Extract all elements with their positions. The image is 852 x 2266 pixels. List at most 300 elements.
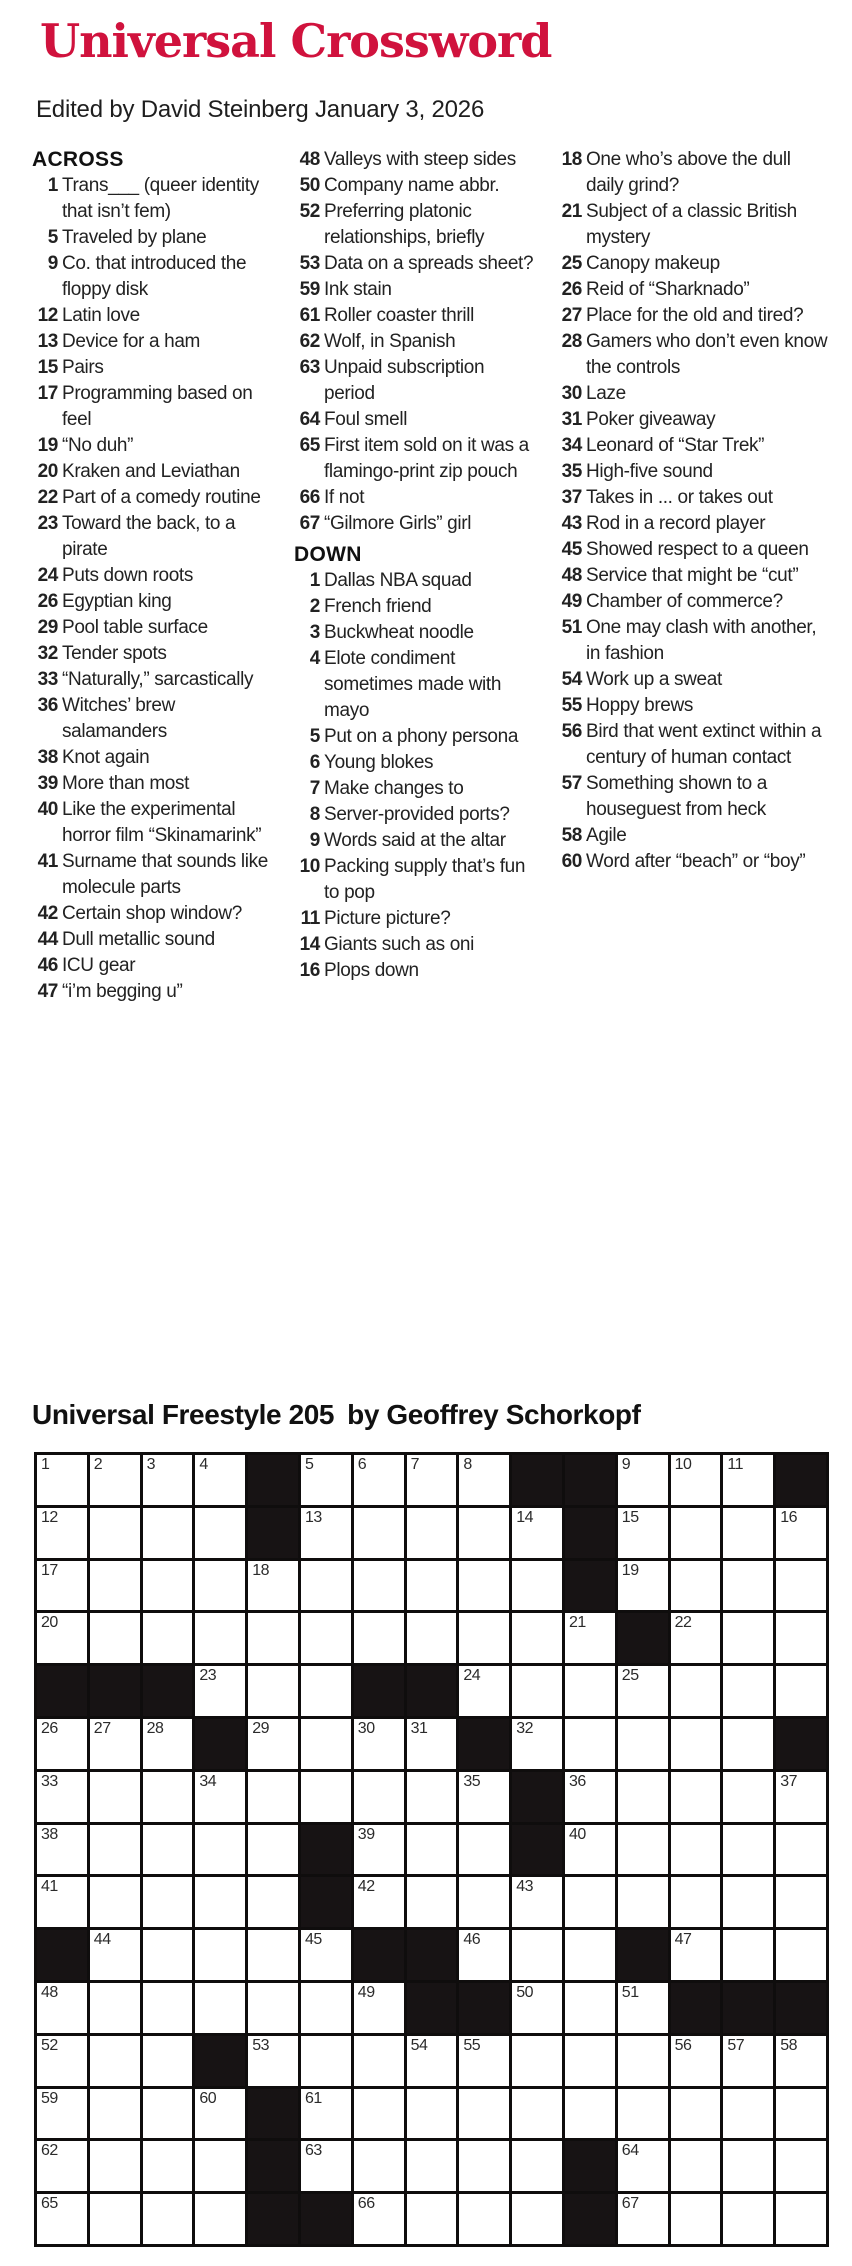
grid-cell-7-3[interactable] (195, 1825, 245, 1875)
across-header: ACROSS (32, 148, 124, 171)
clue-text: Valleys with steep sides (324, 149, 516, 170)
grid-cell-0-2[interactable] (143, 1455, 193, 1505)
clue-number: 35 (561, 461, 582, 482)
clue-text: Hoppy brews (586, 695, 694, 716)
grid-cell-11-11[interactable] (618, 2036, 668, 2086)
clue-across-59 (294, 277, 534, 303)
grid-cell-6-1[interactable] (90, 1772, 140, 1822)
grid-cell-9-13[interactable] (723, 1930, 773, 1980)
clue-down-9 (294, 828, 534, 854)
grid-cell-8-0[interactable] (37, 1877, 87, 1927)
grid-cell-6-13[interactable] (723, 1772, 773, 1822)
grid-cell-10-0[interactable] (37, 1983, 87, 2033)
grid-cell-13-3[interactable] (195, 2141, 245, 2191)
grid-cell-0-7[interactable] (407, 1455, 457, 1505)
grid-cell-13-6[interactable] (354, 2141, 404, 2191)
grid-cell-11-8[interactable] (459, 2036, 509, 2086)
grid-cell-8-9[interactable] (512, 1877, 562, 1927)
grid-cell-4-5[interactable] (301, 1666, 351, 1716)
grid-cell-12-12[interactable] (671, 2089, 721, 2139)
clue-down-49 (556, 589, 832, 615)
grid-cell-3-14[interactable] (776, 1613, 826, 1663)
clue-text: Dull metallic sound (62, 929, 215, 950)
clue-number: 55 (561, 695, 582, 716)
grid-cell-3-3[interactable] (195, 1613, 245, 1663)
grid-cell-5-12[interactable] (671, 1719, 721, 1769)
grid-cell-14-1[interactable] (90, 2194, 140, 2244)
grid-cell-3-5[interactable] (301, 1613, 351, 1663)
clue-across-26 (32, 589, 272, 615)
clue-text: Subject of a classic British mystery (586, 201, 797, 248)
clue-number: 8 (309, 804, 320, 825)
grid-cell-13-8[interactable] (459, 2141, 509, 2191)
clue-text: One who’s above the dull daily grind? (586, 149, 791, 196)
grid-cell-1-14[interactable] (776, 1508, 826, 1558)
clue-across-66 (294, 485, 534, 511)
grid-cell-number: 54 (410, 2036, 428, 2054)
grid-cell-8-13[interactable] (723, 1877, 773, 1927)
grid-cell-5-13[interactable] (723, 1719, 773, 1769)
clue-text: Place for the old and tired? (586, 305, 804, 326)
grid-cell-4-12[interactable] (671, 1666, 721, 1716)
grid-cell-1-6[interactable] (354, 1508, 404, 1558)
grid-cell-1-3[interactable] (195, 1508, 245, 1558)
clue-down-1 (294, 568, 534, 594)
grid-cell-5-9[interactable] (512, 1719, 562, 1769)
grid-cell-7-10[interactable] (565, 1825, 615, 1875)
grid-cell-1-8[interactable] (459, 1508, 509, 1558)
clue-number: 67 (299, 513, 320, 534)
grid-cell-4-11[interactable] (618, 1666, 668, 1716)
grid-cell-10-1[interactable] (90, 1983, 140, 2033)
grid-cell-number: 65 (41, 2195, 58, 2213)
grid-cell-3-4[interactable] (248, 1613, 298, 1663)
clue-number: 9 (309, 830, 320, 851)
grid-cell-number: 14 (516, 1508, 533, 1526)
clues-column-1 (32, 147, 272, 1399)
grid-cell-0-5[interactable] (301, 1455, 351, 1505)
grid-cell-14-6[interactable] (354, 2194, 404, 2244)
grid-cell-8-7[interactable] (407, 1877, 457, 1927)
grid-cell-3-9[interactable] (512, 1613, 562, 1663)
grid-cell-9-3[interactable] (195, 1930, 245, 1980)
grid-cell-0-0[interactable] (37, 1455, 87, 1505)
clue-text: Surname that sounds like molecule parts (62, 851, 268, 898)
grid-cell-5-5[interactable] (301, 1719, 351, 1769)
grid-cell-11-10[interactable] (565, 2036, 615, 2086)
clue-down-6 (294, 750, 534, 776)
clue-across-40 (32, 797, 272, 849)
clue-number: 19 (37, 435, 58, 456)
grid-cell-7-7[interactable] (407, 1825, 457, 1875)
clue-text: Part of a comedy routine (62, 487, 261, 508)
grid-cell-14-14[interactable] (776, 2194, 826, 2244)
grid-cell-11-12[interactable] (671, 2036, 721, 2086)
grid-cell-7-1[interactable] (90, 1825, 140, 1875)
grid-black-cell-0-14 (776, 1455, 826, 1505)
grid-cell-number: 20 (41, 1614, 58, 1632)
grid-cell-4-9[interactable] (512, 1666, 562, 1716)
grid-cell-11-0[interactable] (37, 2036, 87, 2086)
grid-cell-2-6[interactable] (354, 1561, 404, 1611)
grid-cell-9-5[interactable] (301, 1930, 351, 1980)
grid-cell-number: 44 (93, 1931, 111, 1949)
grid-cell-1-1[interactable] (90, 1508, 140, 1558)
grid-cell-10-9[interactable] (512, 1983, 562, 2033)
grid-cell-8-3[interactable] (195, 1877, 245, 1927)
clue-text: Words said at the altar (324, 830, 506, 851)
grid-cell-10-10[interactable] (565, 1983, 615, 2033)
clue-number: 42 (37, 903, 58, 924)
grid-cell-6-4[interactable] (248, 1772, 298, 1822)
clue-number: 57 (561, 773, 582, 794)
grid-cell-11-7[interactable] (407, 2036, 457, 2086)
grid-cell-number: 41 (41, 1878, 58, 1896)
grid-cell-1-5[interactable] (301, 1508, 351, 1558)
grid-cell-4-4[interactable] (248, 1666, 298, 1716)
grid-cell-2-9[interactable] (512, 1561, 562, 1611)
grid-cell-number: 42 (357, 1878, 375, 1896)
clue-text: Egyptian king (62, 591, 172, 612)
grid-cell-10-3[interactable] (195, 1983, 245, 2033)
grid-cell-5-7[interactable] (407, 1719, 457, 1769)
grid-cell-5-11[interactable] (618, 1719, 668, 1769)
grid-cell-number: 64 (621, 2142, 639, 2160)
grid-cell-number: 16 (780, 1508, 797, 1526)
grid-cell-2-14[interactable] (776, 1561, 826, 1611)
clue-across-1 (32, 173, 272, 225)
clue-text: Device for a ham (62, 331, 201, 352)
grid-cell-9-4[interactable] (248, 1930, 298, 1980)
grid-cell-1-11[interactable] (618, 1508, 668, 1558)
grid-cell-number: 57 (727, 2036, 745, 2054)
grid-cell-number: 2 (93, 1456, 103, 1473)
clue-number: 62 (299, 331, 320, 352)
grid-cell-14-0[interactable] (37, 2194, 87, 2244)
grid-cell-3-1[interactable] (90, 1613, 140, 1663)
grid-cell-11-2[interactable] (143, 2036, 193, 2086)
grid-cell-11-9[interactable] (512, 2036, 562, 2086)
grid-cell-12-6[interactable] (354, 2089, 404, 2139)
clue-text: French friend (324, 596, 432, 617)
clue-number: 23 (37, 513, 58, 534)
grid-cell-14-13[interactable] (723, 2194, 773, 2244)
grid-cell-14-12[interactable] (671, 2194, 721, 2244)
grid-cell-4-8[interactable] (459, 1666, 509, 1716)
grid-cell-10-6[interactable] (354, 1983, 404, 2033)
grid-cell-8-6[interactable] (354, 1877, 404, 1927)
grid-cell-7-11[interactable] (618, 1825, 668, 1875)
grid-cell-0-6[interactable] (354, 1455, 404, 1505)
clue-text: Unpaid subscription period (324, 357, 485, 404)
grid-black-cell-10-8 (459, 1983, 509, 2033)
grid-cell-7-13[interactable] (723, 1825, 773, 1875)
grid-cell-13-12[interactable] (671, 2141, 721, 2191)
grid-cell-4-14[interactable] (776, 1666, 826, 1716)
grid-cell-12-13[interactable] (723, 2089, 773, 2139)
clue-number: 41 (37, 851, 58, 872)
clue-across-33 (32, 667, 272, 693)
grid-cell-7-2[interactable] (143, 1825, 193, 1875)
grid-cell-0-1[interactable] (90, 1455, 140, 1505)
grid-cell-4-13[interactable] (723, 1666, 773, 1716)
grid-cell-0-13[interactable] (723, 1455, 773, 1505)
grid-cell-3-13[interactable] (723, 1613, 773, 1663)
grid-cell-2-3[interactable] (195, 1561, 245, 1611)
grid-cell-2-12[interactable] (671, 1561, 721, 1611)
grid-cell-7-0[interactable] (37, 1825, 87, 1875)
grid-cell-2-11[interactable] (618, 1561, 668, 1611)
grid-cell-8-12[interactable] (671, 1877, 721, 1927)
grid-cell-13-14[interactable] (776, 2141, 826, 2191)
clue-number: 43 (561, 513, 582, 534)
clue-text: “No duh” (62, 435, 134, 456)
grid-cell-14-3[interactable] (195, 2194, 245, 2244)
grid-cell-7-14[interactable] (776, 1825, 826, 1875)
grid-cell-8-1[interactable] (90, 1877, 140, 1927)
clue-text: Poker giveaway (586, 409, 716, 430)
grid-cell-1-13[interactable] (723, 1508, 773, 1558)
grid-black-cell-10-12 (671, 1983, 721, 2033)
grid-cell-13-9[interactable] (512, 2141, 562, 2191)
grid-cell-12-1[interactable] (90, 2089, 140, 2139)
grid-cell-10-5[interactable] (301, 1983, 351, 2033)
clue-number: 29 (37, 617, 58, 638)
grid-cell-6-7[interactable] (407, 1772, 457, 1822)
clue-number: 9 (47, 253, 58, 274)
crossword-grid[interactable] (34, 1452, 829, 2247)
grid-cell-12-11[interactable] (618, 2089, 668, 2139)
grid-cell-0-11[interactable] (618, 1455, 668, 1505)
grid-cell-10-11[interactable] (618, 1983, 668, 2033)
grid-cell-13-7[interactable] (407, 2141, 457, 2191)
clue-text: Witches’ brew salamanders (62, 695, 175, 742)
grid-cell-13-2[interactable] (143, 2141, 193, 2191)
clue-number: 48 (299, 149, 320, 170)
grid-cell-2-7[interactable] (407, 1561, 457, 1611)
clue-down-7 (294, 776, 534, 802)
clue-across-44 (32, 927, 272, 953)
grid-cell-12-14[interactable] (776, 2089, 826, 2139)
clue-number: 63 (299, 357, 320, 378)
grid-cell-1-0[interactable] (37, 1508, 87, 1558)
grid-cell-number: 26 (41, 1719, 58, 1737)
grid-cell-4-3[interactable] (195, 1666, 245, 1716)
grid-cell-0-8[interactable] (459, 1455, 509, 1505)
grid-cell-8-11[interactable] (618, 1877, 668, 1927)
clues-column-2 (294, 147, 534, 1399)
clue-text: First item sold on it was a flamingo-print zip pouch (324, 435, 529, 482)
grid-cell-number: 5 (304, 1456, 314, 1473)
grid-cell-9-1[interactable] (90, 1930, 140, 1980)
grid-cell-2-0[interactable] (37, 1561, 87, 1611)
clue-text: Takes in ... or takes out (586, 487, 773, 508)
grid-cell-13-11[interactable] (618, 2141, 668, 2191)
grid-cell-12-0[interactable] (37, 2089, 87, 2139)
grid-cell-11-6[interactable] (354, 2036, 404, 2086)
grid-cell-9-8[interactable] (459, 1930, 509, 1980)
clue-number: 66 (299, 487, 320, 508)
grid-cell-6-0[interactable] (37, 1772, 87, 1822)
clue-text: Traveled by plane (62, 227, 207, 248)
clue-number: 26 (561, 279, 582, 300)
grid-cell-6-3[interactable] (195, 1772, 245, 1822)
grid-cell-0-12[interactable] (671, 1455, 721, 1505)
clue-across-22 (32, 485, 272, 511)
grid-cell-3-8[interactable] (459, 1613, 509, 1663)
grid-cell-1-7[interactable] (407, 1508, 457, 1558)
grid-cell-10-4[interactable] (248, 1983, 298, 2033)
grid-black-cell-10-7 (407, 1983, 457, 2033)
clue-across-62 (294, 329, 534, 355)
grid-cell-number: 11 (727, 1456, 743, 1473)
grid-cell-5-0[interactable] (37, 1719, 87, 1769)
clue-text: Kraken and Leviathan (62, 461, 240, 482)
grid-cell-12-8[interactable] (459, 2089, 509, 2139)
grid-cell-8-2[interactable] (143, 1877, 193, 1927)
grid-cell-13-1[interactable] (90, 2141, 140, 2191)
clue-number: 49 (561, 591, 582, 612)
clue-across-63 (294, 355, 534, 407)
clue-text: Knot again (62, 747, 150, 768)
clue-across-19 (32, 433, 272, 459)
grid-cell-6-14[interactable] (776, 1772, 826, 1822)
grid-cell-9-9[interactable] (512, 1930, 562, 1980)
clue-text: Roller coaster thrill (324, 305, 474, 326)
grid-cell-12-3[interactable] (195, 2089, 245, 2139)
grid-cell-4-10[interactable] (565, 1666, 615, 1716)
clue-text: Young blokes (324, 752, 434, 773)
grid-cell-9-12[interactable] (671, 1930, 721, 1980)
grid-cell-10-2[interactable] (143, 1983, 193, 2033)
clue-number: 17 (37, 383, 58, 404)
page-title: Universal Crossword (40, 14, 552, 68)
grid-cell-12-5[interactable] (301, 2089, 351, 2139)
grid-cell-7-8[interactable] (459, 1825, 509, 1875)
clue-across-67 (294, 511, 534, 537)
clue-down-18 (556, 147, 832, 199)
grid-cell-11-13[interactable] (723, 2036, 773, 2086)
grid-cell-6-8[interactable] (459, 1772, 509, 1822)
grid-cell-6-6[interactable] (354, 1772, 404, 1822)
grid-cell-14-8[interactable] (459, 2194, 509, 2244)
grid-black-cell-8-5 (301, 1877, 351, 1927)
clue-text: Put on a phony persona (324, 726, 519, 747)
grid-cell-2-5[interactable] (301, 1561, 351, 1611)
grid-cell-13-13[interactable] (723, 2141, 773, 2191)
grid-cell-14-7[interactable] (407, 2194, 457, 2244)
grid-cell-5-10[interactable] (565, 1719, 615, 1769)
grid-black-cell-13-4 (248, 2141, 298, 2191)
grid-cell-2-1[interactable] (90, 1561, 140, 1611)
grid-cell-11-4[interactable] (248, 2036, 298, 2086)
grid-cell-9-10[interactable] (565, 1930, 615, 1980)
clue-down-45 (556, 537, 832, 563)
grid-cell-14-2[interactable] (143, 2194, 193, 2244)
clue-text: Puts down roots (62, 565, 193, 586)
grid-cell-5-4[interactable] (248, 1719, 298, 1769)
grid-cell-14-9[interactable] (512, 2194, 562, 2244)
grid-cell-6-12[interactable] (671, 1772, 721, 1822)
grid-cell-11-1[interactable] (90, 2036, 140, 2086)
grid-cell-7-6[interactable] (354, 1825, 404, 1875)
grid-cell-7-4[interactable] (248, 1825, 298, 1875)
grid-cell-5-2[interactable] (143, 1719, 193, 1769)
grid-cell-1-9[interactable] (512, 1508, 562, 1558)
grid-cell-8-10[interactable] (565, 1877, 615, 1927)
grid-cell-7-12[interactable] (671, 1825, 721, 1875)
puzzle-title: Universal Freestyle 205 (32, 1399, 335, 1430)
grid-cell-6-2[interactable] (143, 1772, 193, 1822)
clue-number: 53 (299, 253, 320, 274)
grid-cell-6-5[interactable] (301, 1772, 351, 1822)
grid-cell-12-2[interactable] (143, 2089, 193, 2139)
grid-cell-1-2[interactable] (143, 1508, 193, 1558)
grid-cell-2-4[interactable] (248, 1561, 298, 1611)
grid-cell-8-14[interactable] (776, 1877, 826, 1927)
grid-cell-2-13[interactable] (723, 1561, 773, 1611)
grid-cell-13-5[interactable] (301, 2141, 351, 2191)
grid-cell-3-7[interactable] (407, 1613, 457, 1663)
grid-cell-3-12[interactable] (671, 1613, 721, 1663)
grid-cell-number: 52 (41, 2036, 58, 2054)
clue-down-55 (556, 693, 832, 719)
clue-down-21 (556, 199, 832, 251)
grid-cell-3-0[interactable] (37, 1613, 87, 1663)
grid-cell-1-12[interactable] (671, 1508, 721, 1558)
grid-cell-14-11[interactable] (618, 2194, 668, 2244)
edited-by-line: Edited by David Steinberg January 3, 2026 (36, 96, 485, 123)
grid-cell-0-3[interactable] (195, 1455, 245, 1505)
grid-cell-number: 19 (621, 1561, 639, 1579)
grid-cell-9-2[interactable] (143, 1930, 193, 1980)
clue-text: Packing supply that’s fun to pop (324, 856, 526, 903)
grid-cell-2-2[interactable] (143, 1561, 193, 1611)
grid-cell-12-7[interactable] (407, 2089, 457, 2139)
grid-cell-12-9[interactable] (512, 2089, 562, 2139)
grid-cell-3-10[interactable] (565, 1613, 615, 1663)
clue-text: Agile (586, 825, 627, 846)
grid-cell-11-5[interactable] (301, 2036, 351, 2086)
grid-cell-9-14[interactable] (776, 1930, 826, 1980)
grid-cell-11-14[interactable] (776, 2036, 826, 2086)
grid-cell-2-8[interactable] (459, 1561, 509, 1611)
clue-number: 54 (561, 669, 582, 690)
grid-cell-13-0[interactable] (37, 2141, 87, 2191)
clue-text: Elote condiment sometimes made with mayo (324, 648, 502, 721)
clue-number: 64 (299, 409, 320, 430)
grid-cell-3-2[interactable] (143, 1613, 193, 1663)
grid-cell-6-10[interactable] (565, 1772, 615, 1822)
grid-cell-8-4[interactable] (248, 1877, 298, 1927)
grid-cell-number: 7 (410, 1456, 419, 1473)
grid-cell-5-1[interactable] (90, 1719, 140, 1769)
grid-cell-number: 48 (41, 1983, 58, 2001)
grid-cell-12-10[interactable] (565, 2089, 615, 2139)
clue-number: 36 (37, 695, 58, 716)
grid-cell-3-6[interactable] (354, 1613, 404, 1663)
grid-cell-number: 38 (41, 1825, 58, 1843)
clue-text: ICU gear (62, 955, 136, 976)
grid-cell-5-6[interactable] (354, 1719, 404, 1769)
grid-black-cell-5-3 (195, 1719, 245, 1769)
grid-cell-number: 60 (199, 2089, 217, 2107)
grid-cell-6-11[interactable] (618, 1772, 668, 1822)
grid-black-cell-9-7 (407, 1930, 457, 1980)
clue-text: Buckwheat noodle (324, 622, 474, 643)
grid-cell-8-8[interactable] (459, 1877, 509, 1927)
grid-cell-number: 29 (252, 1719, 269, 1737)
